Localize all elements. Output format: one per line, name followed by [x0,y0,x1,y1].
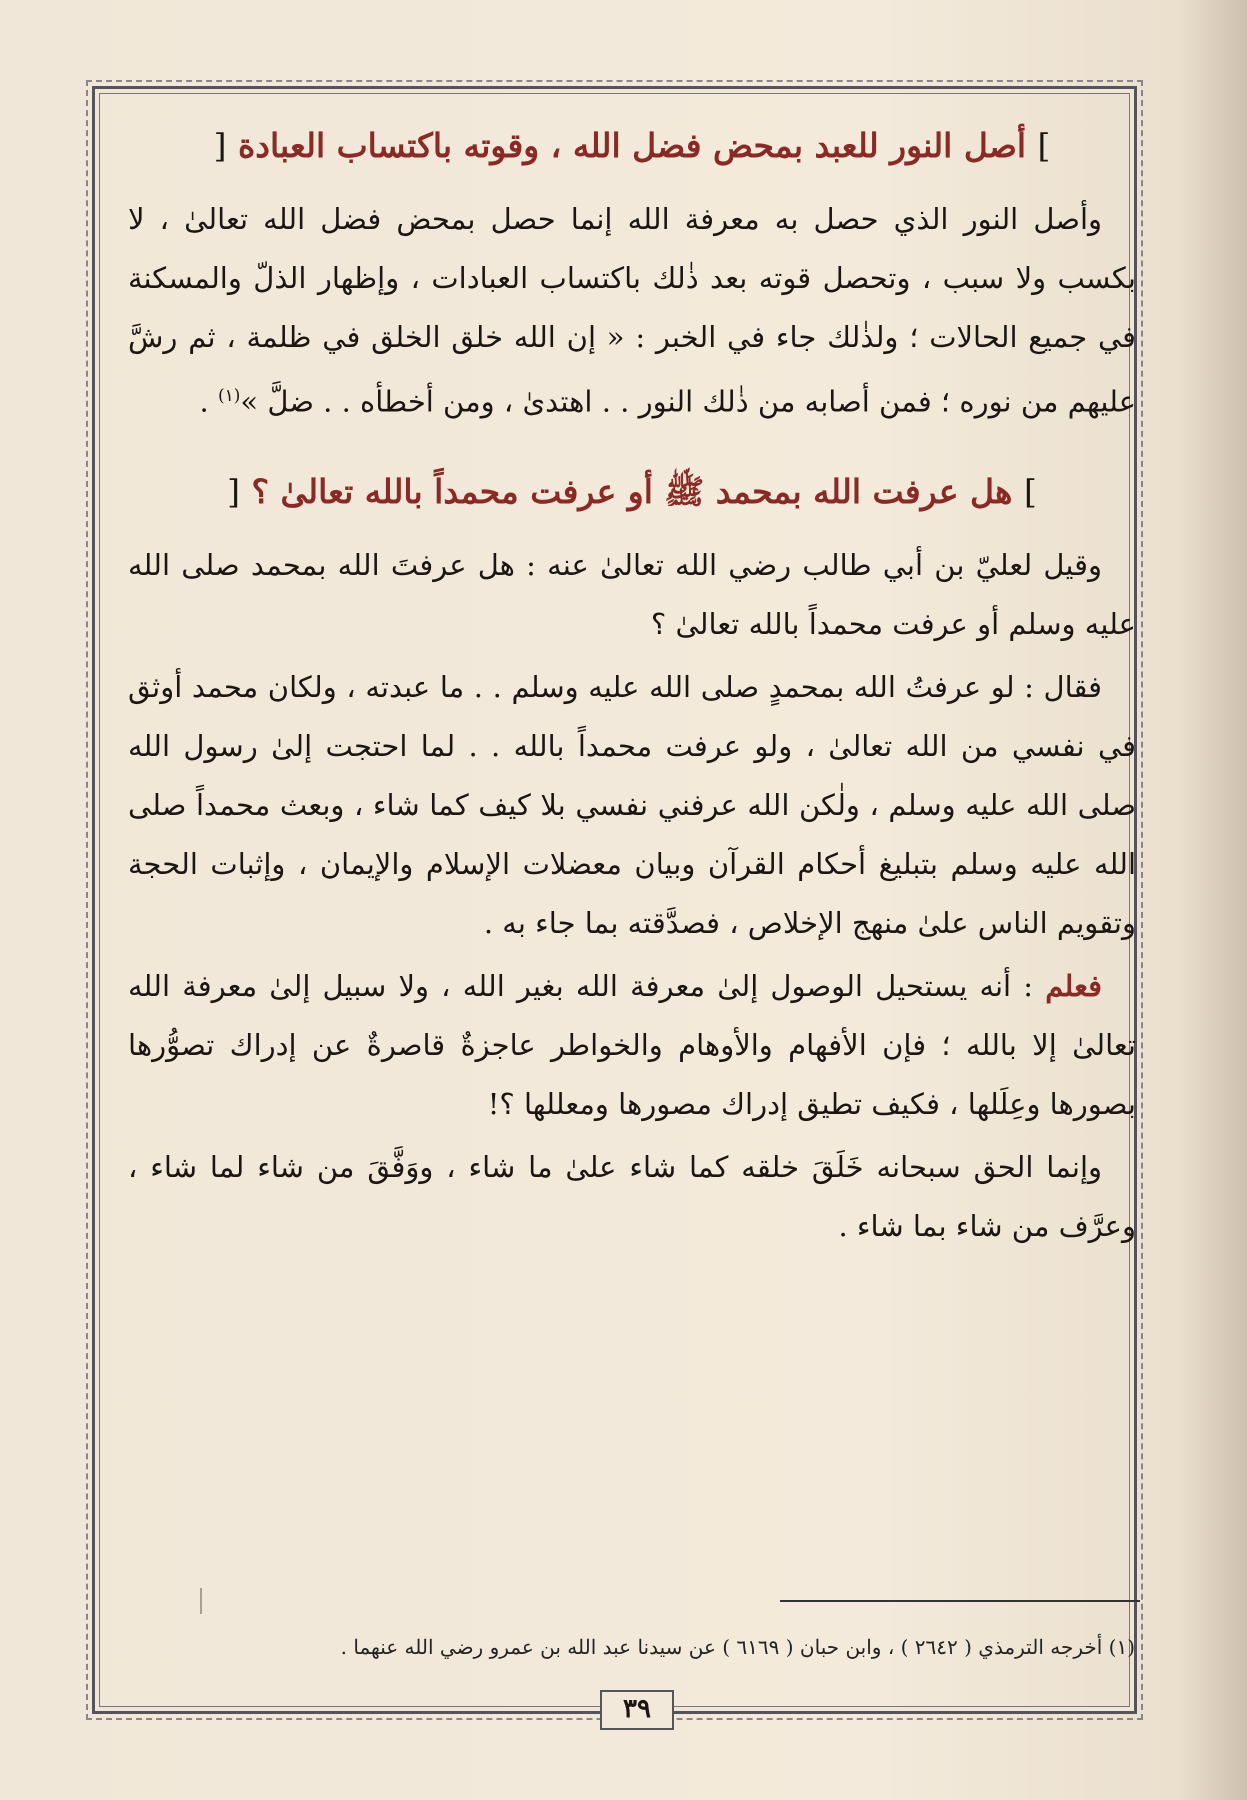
footnote-separator [780,1600,1140,1602]
page-gutter-shadow [1177,0,1247,1800]
paragraph-3: فقال : لو عرفتُ الله بمحمدٍ صلى الله عليه وسلم . . ما عبدته ، ولكان محمد أوثق في نفسي من الله تعالىٰ ، ولو عرفت محمداً بالله . . لما احتجت إلىٰ رسول الله صلى الله عليه وسلم ، ولٰكن الله عرفني نفسي بلا كيف كما شاء ، وبعث محمداً صلى الله عليه وسلم بتبليغ أحكام القرآن وبيان معضلات الإسلام والإيمان ، وإثبات الحجة وتقويم الناس علىٰ منهج الإخلاص ، فصدَّقته بما جاء به . [128,669,1136,940]
footnote-reference: (١) [217,386,241,406]
page-number: ٣٩ [600,1690,674,1730]
paragraph-4-text: : أنه يستحيل الوصول إلىٰ معرفة الله بغير الله ، ولا سبيل إلىٰ معرفة الله تعالىٰ إلا بالله ؛ فإن الأفهام والأوهام والخواطر عاجزةٌ قاصرةٌ عن إدراك تصوُّرها بصورها وعِلَلها ، فكيف تطيق إدراك مصورها ومعللها ؟! [128,968,1136,1121]
heading-bracket-close: [ [213,126,227,165]
section-heading-2 [128,466,1136,518]
paragraph-1 [128,190,1136,432]
paragraph-5: وإنما الحق سبحانه خَلَقَ خلقه كما شاء علىٰ ما شاء ، ووَفَّقَ من شاء لما شاء ، وعرَّف من شاء بما شاء . [128,1149,1136,1243]
heading-bracket-open: ] [1037,126,1051,165]
heading-bracket-close-2: [ [227,471,241,511]
paragraph-4 [128,957,1136,1134]
paragraph-2: وقيل لعليّ بن أبي طالب رضي الله تعالىٰ عنه : هل عرفتَ الله بمحمد صلى الله عليه وسلم أو عرفت محمداً بالله تعالىٰ ؟ [128,547,1136,641]
heading-text-2: هل عرفت الله بمحمد ﷺ أو عرفت محمداً بالله تعالىٰ ؟ [251,471,1013,511]
heading-text-1: أصل النور للعبد بمحض فضل الله ، وقوته باكتساب العبادة [237,126,1027,165]
footnote: (١) أخرجه الترمذي ( ٢٦٤٢ ) ، وابن حبان ( ٦١٦٩ ) عن سيدنا عبد الله بن عمرو رضي الله عنهما . [340,1635,1135,1659]
paragraph-1-text: وأصل النور الذي حصل به معرفة الله إنما حصل بمحض فضل الله تعالىٰ ، لا بكسب ولا سبب ، وتحصل قوته بعد ذٰلك باكتساب العبادات ، وإظهار الذلّ والمسكنة في جميع الحالات ؛ ولذٰلك جاء في الخبر : « إن الله خلق الخلق في ظلمة ، ثم رشَّ عليهم من نوره ؛ فمن أصابه من ذٰلك النور . . اهتدىٰ ، ومن أخطأه . . ضلَّ » [128,202,1136,419]
paragraph-4-lead: فعلم [1045,968,1102,1003]
paragraph-1-end: . [199,384,218,419]
heading-bracket-open-2: ] [1023,471,1037,511]
pencil-mark [200,1588,202,1614]
main-text [128,112,1136,1260]
section-heading-1 [128,120,1136,172]
